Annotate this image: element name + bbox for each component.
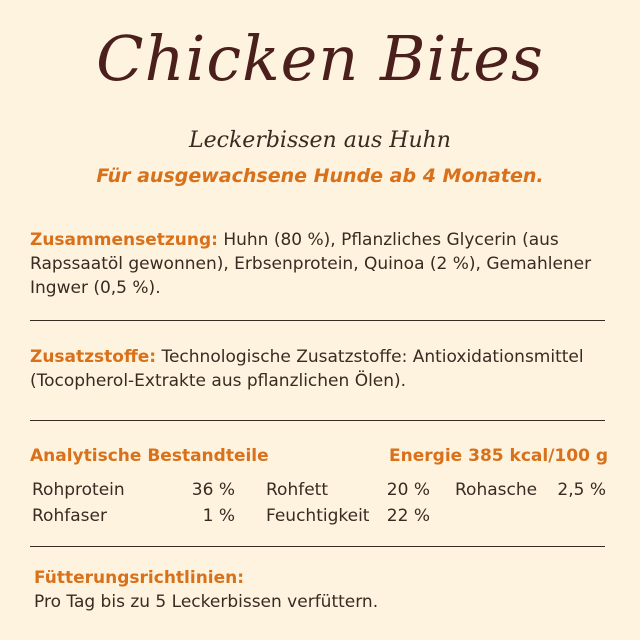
composition-section xyxy=(30,228,615,300)
analysis-row-name: Rohasche xyxy=(455,480,538,500)
analysis-row-value: 36 % xyxy=(191,480,235,500)
divider xyxy=(30,546,605,547)
analysis-row-value: 20 % xyxy=(386,480,430,500)
additives-section xyxy=(30,345,615,393)
feeding-text: Pro Tag bis zu 5 Leckerbissen verfüttern. xyxy=(34,592,379,612)
analysis-row-name: Rohfaser xyxy=(32,506,107,526)
target-audience-tagline: Für ausgewachsene Hunde ab 4 Monaten. xyxy=(96,165,544,187)
energy-value: Energie 385 kcal/100 g xyxy=(389,446,608,466)
analysis-row-name: Feuchtigkeit xyxy=(266,506,370,526)
divider xyxy=(30,420,605,421)
analysis-row-name: Rohfett xyxy=(266,480,328,500)
composition-text: Huhn (80 %), Pflanzliches Glycerin (aus Rapssaatöl gewonnen), Erbsenprotein, Quinoa (2 %), Gemahlener Ingwer (0,5 %). xyxy=(30,230,592,298)
feeding-section xyxy=(30,566,615,614)
analysis-row-value: 2,5 % xyxy=(557,480,606,500)
product-subtitle: Leckerbissen aus Huhn xyxy=(189,128,451,153)
analysis-label: Analytische Bestandteile xyxy=(30,446,269,466)
analysis-row-value: 22 % xyxy=(386,506,430,526)
product-title: Chicken Bites xyxy=(96,22,544,95)
feeding-label: Fütterungsrichtlinien: xyxy=(34,568,245,588)
additives-text: Technologische Zusatzstoffe: Antioxidationsmittel (Tocopherol-Extrakte aus pflanzlichen Ölen). xyxy=(30,347,584,391)
composition-label: Zusammensetzung: xyxy=(30,230,218,250)
divider xyxy=(30,320,605,321)
additives-label: Zusatzstoffe: xyxy=(30,347,157,367)
analysis-row-value: 1 % xyxy=(202,506,235,526)
analysis-row-name: Rohprotein xyxy=(32,480,125,500)
